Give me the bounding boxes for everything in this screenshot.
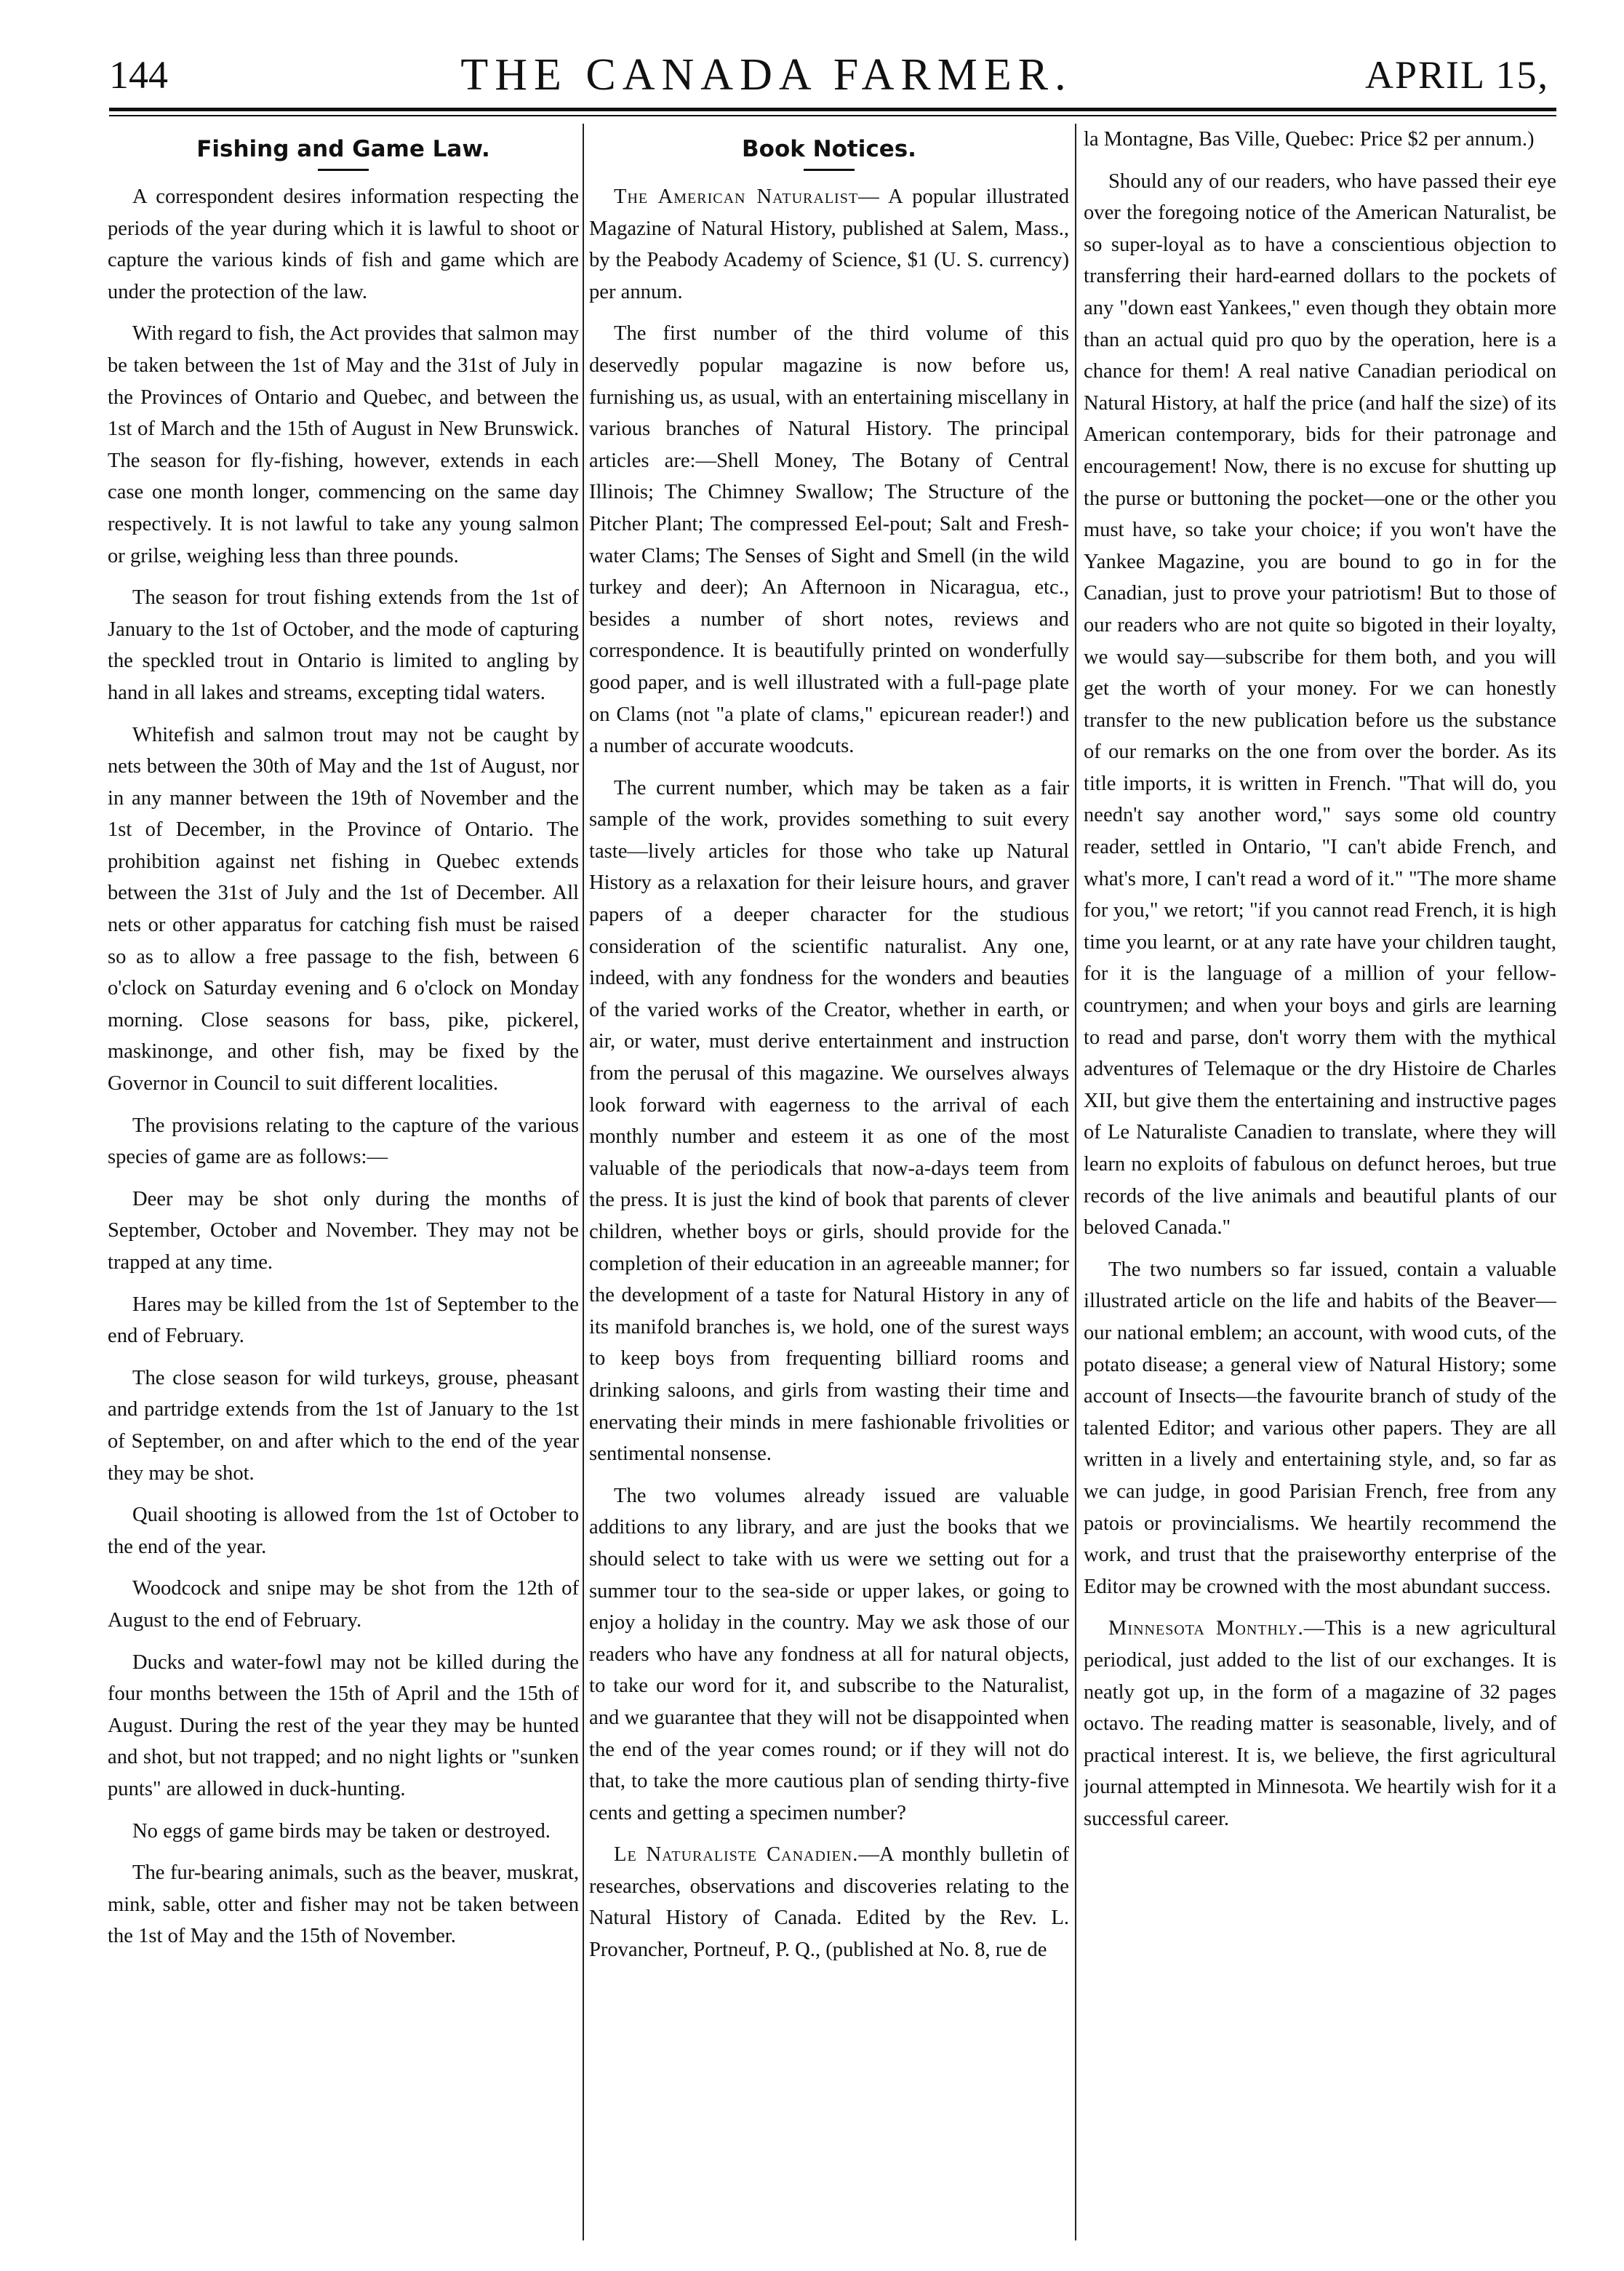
column-divider-2: [1075, 124, 1076, 2240]
column-divider-1: [583, 124, 584, 2240]
notice-title: Minnesota Monthly.: [1108, 1617, 1304, 1640]
continuation-text: la Montagne, Bas Ville, Quebec: Price $2 per annum.): [1084, 128, 1535, 151]
paragraph: The provisions relating to the capture of the various species of game are as follows:—: [108, 1114, 579, 1169]
notice-naturaliste-canadien: [589, 1839, 1069, 1965]
paragraph: The season for trout fishing extends from the 1st of January to the 1st of October, and the mode of capturing the speckled trout in Ontario is limited to angling by hand in all lakes and streams, excepting tidal waters.: [108, 586, 579, 704]
paragraph: No eggs of game birds may be taken or destroyed.: [132, 1819, 551, 1843]
notice-intro: — A popular illustrated Magazine of Natural History, published at Salem, Mass., by the Peabody Academy of Science, $1 (U. S. currency) per annum.: [589, 185, 1069, 303]
notice-text: —This is a new agricultural periodical, just added to the list of our exchanges. It is neatly got up, in the form of a magazine of 32 pages octavo. The reading matter is seasonable, lively, and of practical interest. It is, we believe, the first agricultural journal attempted in Minnesota. We heartily wish for it a successful career.: [1084, 1617, 1556, 1830]
paragraph: The current number, which may be taken as a fair sample of the work, provides something to suit every taste—lively articles for those who take up Natural History as a relaxation for their leisure hours, and graver papers of a deeper character for the studious consideration of the scientific naturalist. Any one, indeed, with any fondness for the wonders and beauties of the varied works of the Creator, whether in earth, or air, or water, must derive entertainment and instruction from the perusal of this magazine. We ourselves always look forward with eagerness to the arrival of each monthly number and esteem it as one of the most valuable of the periodicals that now-a-days teem from the press. It is just the kind of book that parents of clever children, whether boys or girls, should provide for the completion of their education in an agreeable manner; for the development of a taste for Natural History in any of its manifold branches is, we hold, one of the surest ways to keep boys from frequenting billiard rooms and drinking saloons, and girls from wasting their time and enervating their minds in mere fashionable frivolities or sentimental nonsense.: [589, 776, 1069, 1466]
header-rule-thick: [109, 108, 1556, 111]
page-header: [109, 42, 1549, 108]
paragraph: Whitefish and salmon trout may not be caught by nets between the 30th of May and the 1st of August, nor in any manner between the 19th of November and the 1st of December, in the Province of Ontario. The prohibition against net fishing in Quebec extends between the 31st of July and the 1st of December. All nets or other apparatus for catching fish must be raised so as to allow a free passage to the fish, between 6 o'clock on Saturday evening and 6 o'clock on Monday morning. Close seasons for bass, pike, pickerel, maskinonge, and other fish, may be fixed by the Governor in Council to suit different localities.: [108, 723, 579, 1095]
paragraph: The first number of the third volume of this deservedly popular magazine is now before us, furnishing us, as usual, with an entertaining miscellany in various branches of Natural History. The principal articles are:—Shell Money, The Botany of Central Illinois; The Chimney Swallow; The Structure of the Pitcher Plant; The compressed Eel-pout; Salt and Fresh-water Clams; The Senses of Sight and Smell (in the wild turkey and deer); An Afternoon in Nicaragua, etc., besides a number of short notes, reviews and correspondence. It is beautifully printed on wonderfully good paper, and is well illustrated with a full-page plate on Clams (not "a plate of clams," epicurean reader!) and a number of accurate woodcuts.: [589, 322, 1069, 758]
column-book-notices-continued: [1084, 124, 1556, 2240]
heading-separator: [804, 169, 855, 171]
notice-title: Le Naturaliste Canadien.: [614, 1843, 859, 1867]
column-book-notices: [589, 124, 1069, 2240]
header-rule-thin: [109, 115, 1556, 116]
notice-minnesota-monthly: [1084, 1613, 1556, 1835]
paragraph: Woodcock and snipe may be shot from the 12th of August to the end of February.: [108, 1577, 579, 1632]
issue-date: APRIL 15,: [1364, 53, 1549, 97]
heading-separator: [318, 169, 369, 171]
paragraph: The fur-bearing animals, such as the beaver, muskrat, mink, sable, otter and fisher may not be taken between the 1st of May and the 15th of November.: [108, 1861, 579, 1948]
notice-intro: —A monthly bulletin of researches, observations and discoveries relating to the Natural History of Canada. Edited by the Rev. L. Provancher, Portneuf, P. Q., (published at No. 8, rue de: [589, 1843, 1069, 1962]
paragraph: Quail shooting is allowed from the 1st of October to the end of the year.: [108, 1504, 579, 1558]
article-heading-fishing: Fishing and Game Law.: [196, 136, 490, 162]
paragraph: The close season for wild turkeys, grouse, pheasant and partridge extends from the 1st of January to the 1st of September, on and after which to the end of the year they may be shot.: [108, 1366, 579, 1485]
paragraph: Deer may be shot only during the months of September, October and November. They may not be trapped at any time.: [108, 1187, 579, 1274]
masthead-title: THE CANADA FARMER.: [460, 49, 1073, 100]
paragraph: Ducks and water-fowl may not be killed during the four months between the 15th of April and the 15th of August. During the rest of the year they may be hunted and shot, but not trapped; and no night lights or "sunken punts" are allowed in duck-hunting.: [108, 1651, 579, 1800]
notice-title: The American Naturalist: [614, 185, 859, 208]
notice-american-naturalist: [589, 181, 1069, 308]
paragraph: The two volumes already issued are valuable additions to any library, and are just the books that we should select to take with us were we setting out for a summer tour to the sea-side or upper lakes, or going to enjoy a holiday in the country. May we ask those of our readers who have any fondness at all for natural objects, to take our word for it, and subscribe to the Naturalist, and we guarantee that they will not be disappointed when the end of the year comes round; or if they will not do that, to take the more cautious plan of sending thirty-five cents and getting a specimen number?: [589, 1484, 1069, 1824]
paragraph: A correspondent desires information respecting the periods of the year during which it is lawful to shoot or capture the various kinds of fish and game which are under the protection of the law.: [108, 185, 579, 303]
page-number: 144: [109, 53, 168, 97]
paragraph: Should any of our readers, who have passed their eye over the foregoing notice of the American Naturalist, be so super-loyal as to have a conscientious objection to transferring their hard-earned dollars to the pockets of any "down east Yankees," even though they obtain more than an actual quid pro quo by the operation, here is a chance for them! A real native Canadian periodical on Natural History, at half the price (and half the size) of its American contemporary, bids for their patronage and encouragement! Now, there is no excuse for shutting up the purse or buttoning the pocket—one or the other you must have, so take your choice; if you won't have the Yankee Magazine, you are bound to go in for the Canadian, just to prove your patriotism! But to those of our readers who are not quite so bigoted in their loyalty, we would say—subscribe for them both, and you will get the worth of your money. For we can honestly transfer to the new publication before us the substance of our remarks on the one from over the border. As its title imports, it is written in French. "That will do, you needn't say another word," says some old country reader, settled in Ontario, "I can't abide French, and what's more, I can't read a word of it." "The more shame for you," we retort; "if you cannot read French, it is high time you learnt, or at any rate have your children taught, for it is the language of a million of your fellow-countrymen; and when your boys and girls are learning to read and parse, don't worry them with the mythical adventures of Telemaque or the dry Histoire de Charles XII, but give them the entertaining and instructive pages of Le Naturaliste Canadien to translate, where they will learn no exploits of fabulous on defunct heroes, but true records of the live animals and beautiful plants of our beloved Canada.": [1084, 169, 1556, 1240]
article-heading-book-notices: Book Notices.: [742, 136, 916, 162]
paragraph: Hares may be killed from the 1st of September to the end of February.: [108, 1293, 579, 1348]
paragraph: With regard to fish, the Act provides that salmon may be taken between the 1st of May and the 31st of July in the Provinces of Ontario and Quebec, and between the 1st of March and the 15th of August in New Brunswick. The season for fly-fishing, however, extends in each case one month longer, commencing on the same day respectively. It is not lawful to take any young salmon or grilse, weighing less than three pounds.: [108, 322, 579, 567]
paragraph: The two numbers so far issued, contain a valuable illustrated article on the life and habits of the Beaver—our national emblem; an account, with wood cuts, of the potato disease; a general view of Natural History; some account of Insects—the favourite branch of study of the talented Editor; and various other papers. They are all written in a lively and entertaining style, and, so far as we can judge, in good Parisian French, free from any patois or provincialisms. We heartily recommend the work, and trust that the praiseworthy enterprise of the Editor may be crowned with the most abundant success.: [1084, 1258, 1556, 1598]
column-fishing-game-law: [108, 124, 579, 2240]
